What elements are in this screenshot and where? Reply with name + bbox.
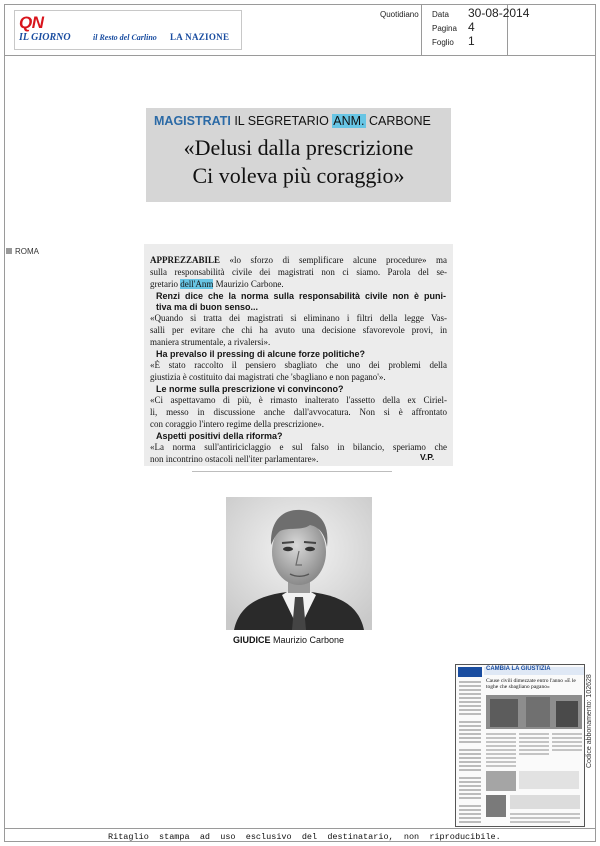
body-line: con coraggio l'intero regime della prescrizione». <box>150 419 325 429</box>
il-giorno-logo: IL GIORNO <box>19 32 71 43</box>
thumbnail-section: CAMBIA LA GIUSTIZIA <box>486 666 551 672</box>
resto-del-carlino-logo: il Resto del Carlino <box>93 33 157 42</box>
body-line: salli per evitare che chi ha avuto una decisione sfavorevole provi, in <box>150 325 447 335</box>
portrait-illustration <box>226 497 372 630</box>
body-line: «È stato raccolto il pensiero sbagliato che uno dei problemi della <box>150 360 447 370</box>
newspaper-logos <box>14 10 242 50</box>
la-nazione-logo: LA NAZIONE <box>170 32 230 42</box>
body-line: maniera strumentale, a rivalersi». <box>150 337 271 347</box>
question-line: tiva ma di buon senso... <box>156 302 259 312</box>
divider-rule <box>192 471 392 472</box>
kicker-highlight: ANM. <box>333 114 365 128</box>
portrait-photo <box>226 497 372 630</box>
page-value: 4 <box>468 20 475 34</box>
body-line: «La norma sull'antiriciclaggio e sul falso in bilancio, speriamo che <box>150 442 447 452</box>
headline-line-2: Ci voleva più coraggio» <box>192 163 405 188</box>
header-separator <box>4 55 596 56</box>
caption-label: GIUDICE <box>233 635 271 645</box>
caption-name: Maurizio Carbone <box>273 635 345 645</box>
date-value: 30-08-2014 <box>468 6 530 20</box>
subscription-code: Codice abbonamento: 102628 <box>586 674 593 768</box>
qn-logo: QN <box>19 13 44 32</box>
body-line: sulla responsabilità civile dei magistrati non ci siamo. Parola del se- <box>150 267 447 277</box>
sheet-value: 1 <box>468 34 475 48</box>
body-line: APPREZZABILE «lo sforzo di semplificare alcune procedure» ma <box>150 255 447 265</box>
kicker-section: MAGISTRATI <box>154 114 231 128</box>
footer-notice: Ritaglio stampa ad uso esclusivo del destinatario, non riproducibile. <box>108 832 501 842</box>
body-line: li, messo in discussione anche dall'avvocatura. Non si è affrontato <box>150 407 447 417</box>
page-label: Pagina <box>432 24 457 33</box>
sheet-label: Foglio <box>432 38 454 47</box>
dateline-city: ROMA <box>6 247 39 256</box>
question-line: Renzi dice che la norma sulla responsabilità civile non è puni- <box>156 291 446 301</box>
headline-block <box>146 108 451 202</box>
kicker <box>154 114 431 128</box>
body-line: gretario dell'Anm Maurizio Carbone. <box>150 279 284 289</box>
body-line: «Ci aspettavamo di più, è rimasto inalterato l'assetto della ex Ciriel- <box>150 395 447 405</box>
author-signature: V.P. <box>420 452 435 462</box>
kicker-text: CARBONE <box>369 114 431 128</box>
body-line: giustizia è costituito dai magistrati che 'sbagliano e non pagano'». <box>150 372 386 382</box>
headline-line-1: «Delusi dalla prescrizione <box>183 135 414 160</box>
page-thumbnail <box>455 664 585 827</box>
question-line: Le norme sulla prescrizione vi convincono? <box>156 384 344 394</box>
question-line: Aspetti positivi della riforma? <box>156 431 283 441</box>
kicker-text: IL SEGRETARIO <box>234 114 329 128</box>
footer-separator <box>4 828 596 829</box>
body-line: «Quando si tratta dei magistrati si eliminano i filtri della legge Vas- <box>150 313 447 323</box>
body-line: non incontrino ostacoli nell'iter parlamentare». <box>150 454 319 464</box>
date-label: Data <box>432 10 449 19</box>
publication-type: Quotidiano <box>380 10 419 19</box>
question-line: Ha prevalso il pressing di alcune forze politiche? <box>156 349 366 359</box>
header-divider <box>421 4 422 55</box>
thumbnail-headline: Cause civili dimezzate entro l'anno «E le toghe che sbagliano pagano» <box>486 678 576 690</box>
photo-caption <box>233 635 344 645</box>
